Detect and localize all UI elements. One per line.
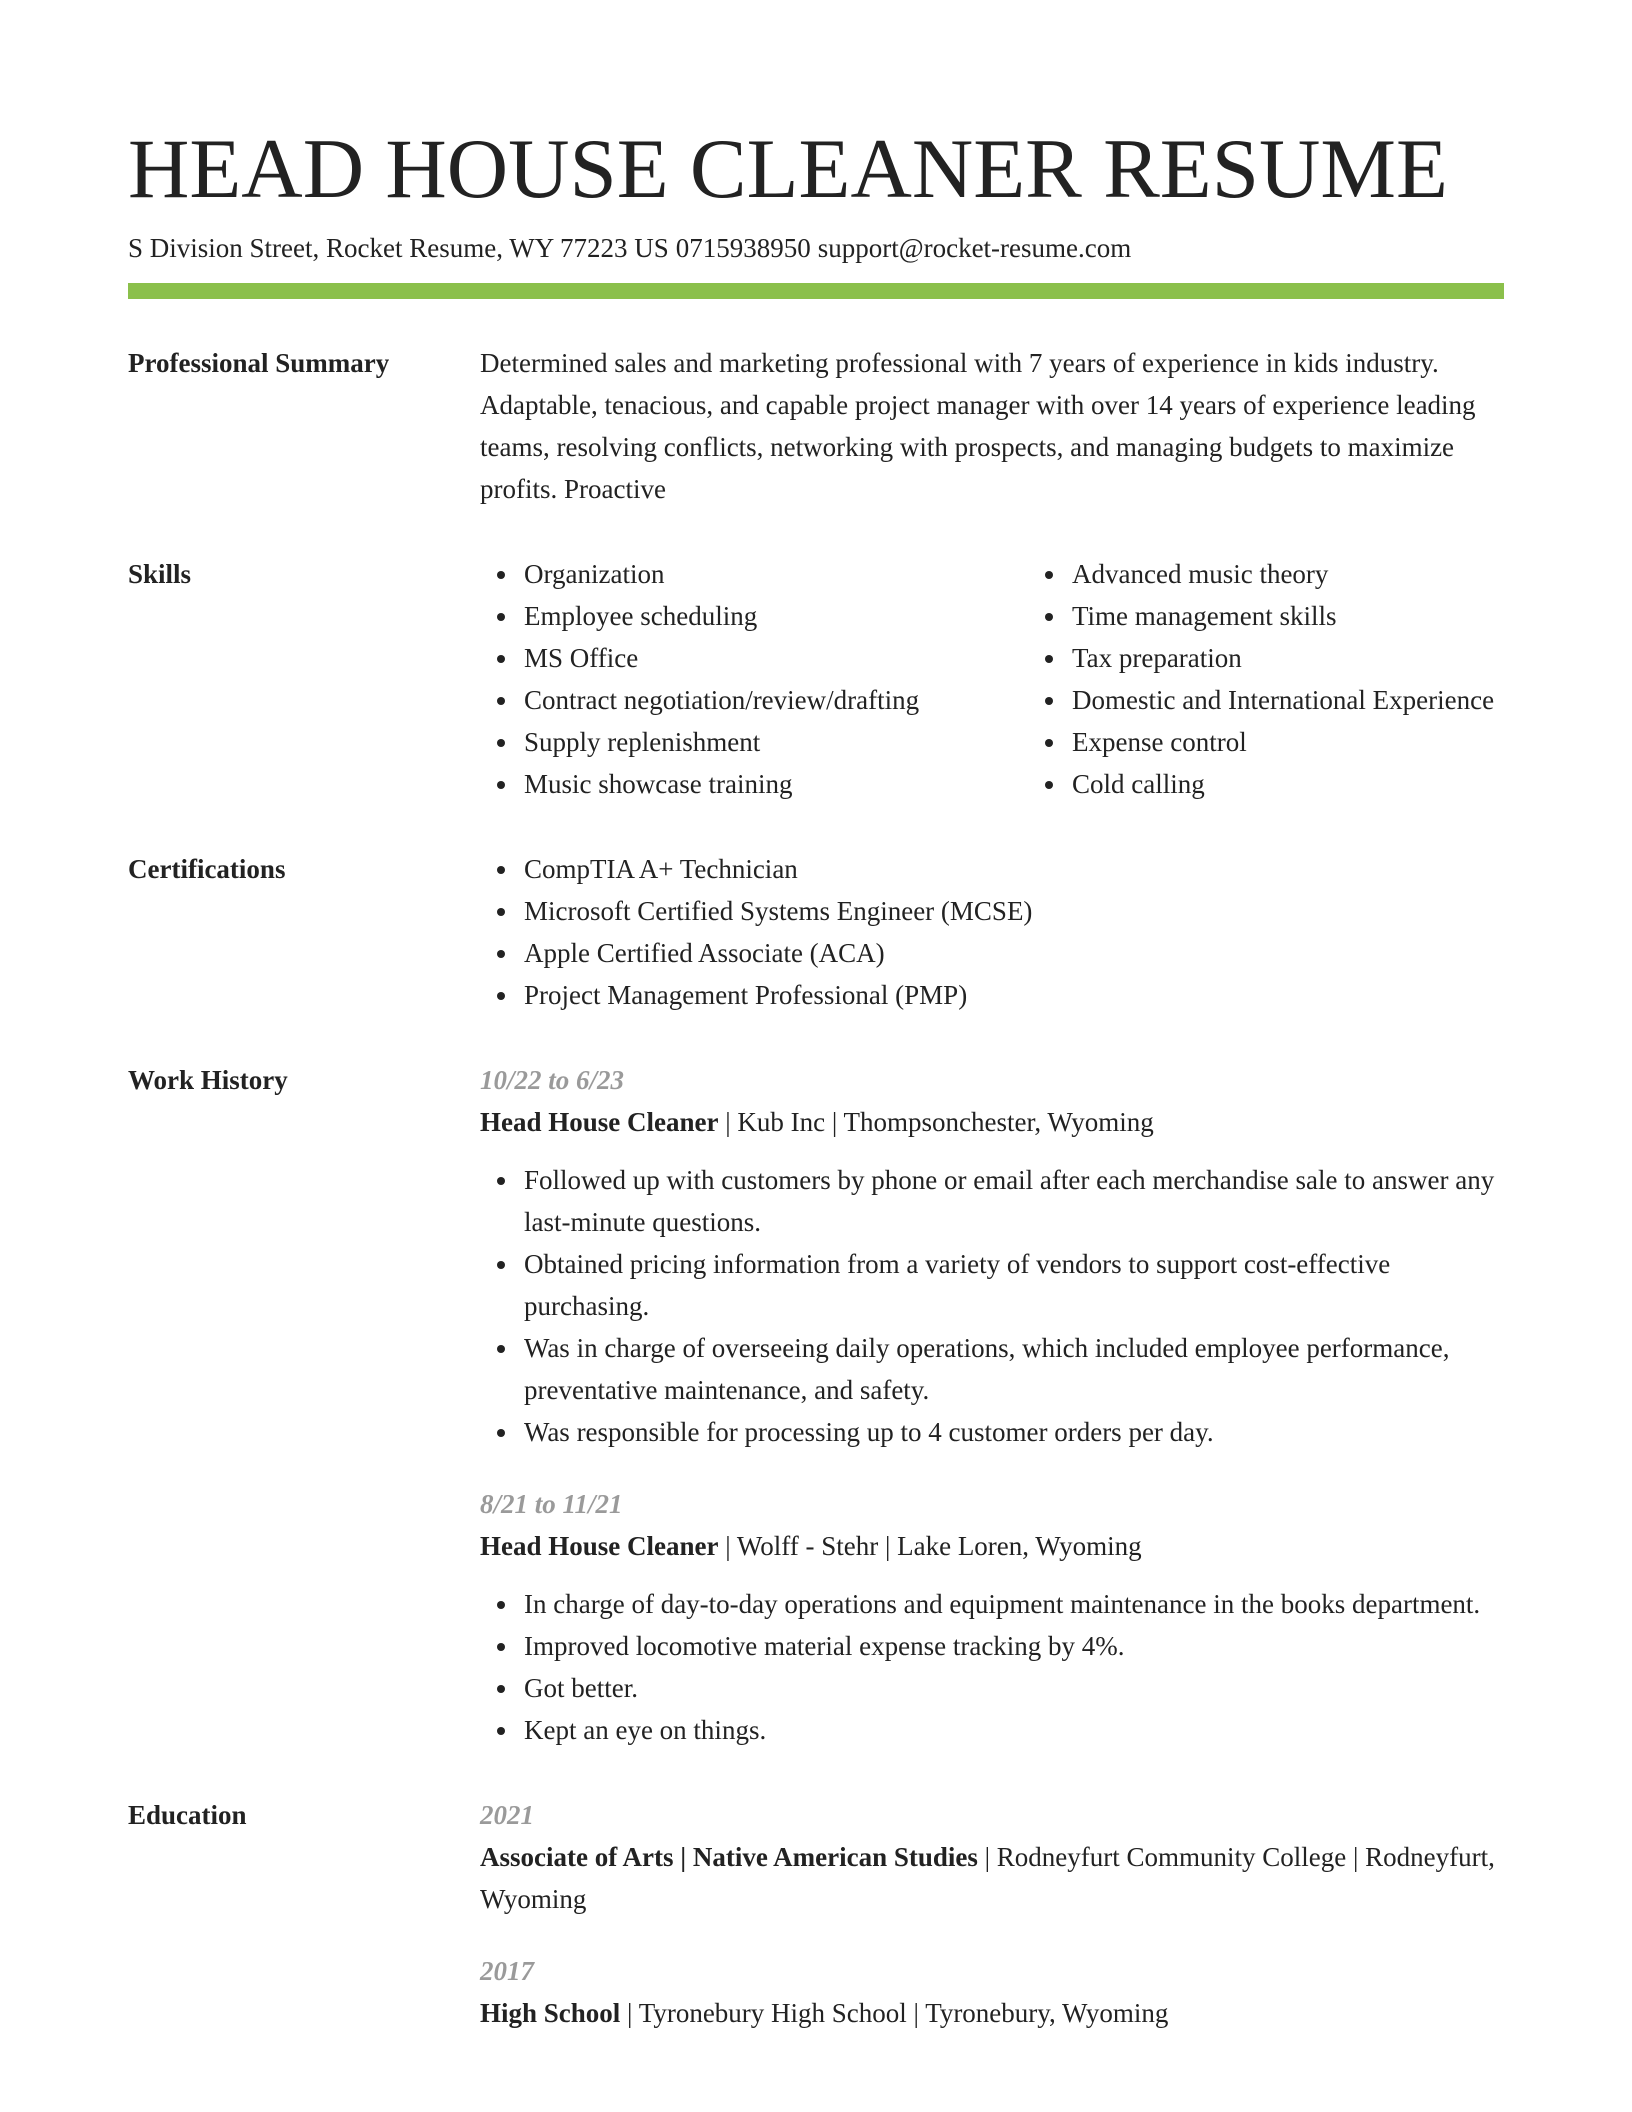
skill-item: Music showcase training [524, 763, 1028, 805]
education-details: | Tyronebury High School | Tyronebury, Wyoming [620, 1998, 1169, 2028]
section-skills [128, 560, 1504, 805]
phone: 0715938950 [675, 233, 811, 263]
skill-item: Cold calling [1072, 763, 1504, 805]
skill-item: Contract negotiation/review/drafting [524, 679, 1028, 721]
skills-grid [480, 553, 1504, 805]
resume-page [128, 0, 1504, 2034]
email: support@rocket-resume.com [817, 233, 1132, 263]
certifications-body [480, 848, 1504, 1016]
skill-item: Tax preparation [1072, 637, 1504, 679]
job-bullets [480, 1159, 1504, 1453]
section-certifications [128, 855, 1504, 1016]
certification-item: Apple Certified Associate (ACA) [524, 932, 1504, 974]
job-role-line [480, 1525, 1504, 1567]
job-dates: 8/21 to 11/21 [480, 1489, 623, 1519]
education-entry [480, 1950, 1504, 2034]
job-bullet: Kept an eye on things. [524, 1709, 1504, 1751]
address: S Division Street, Rocket Resume, WY 77223 US [128, 233, 669, 263]
section-summary [128, 349, 1504, 510]
skill-item: Domestic and International Experience [1072, 679, 1504, 721]
job-entry [480, 1059, 1504, 1453]
job-bullet: Was in charge of overseeing daily operations, which included employee performance, preventative maintenance, and safety. [524, 1327, 1504, 1411]
certification-item: Microsoft Certified Systems Engineer (MCSE) [524, 890, 1504, 932]
education-year: 2017 [480, 1956, 534, 1986]
skills-body [480, 553, 1504, 805]
skills-column-right [1028, 553, 1504, 805]
skill-item: Time management skills [1072, 595, 1504, 637]
job-bullet: Improved locomotive material expense tracking by 4%. [524, 1625, 1504, 1667]
skill-item: Supply replenishment [524, 721, 1028, 763]
skill-item: Employee scheduling [524, 595, 1028, 637]
job-title: Head House Cleaner [480, 1531, 719, 1561]
certification-item: CompTIA A+ Technician [524, 848, 1504, 890]
section-label-summary: Professional Summary [128, 348, 390, 378]
job-bullet: Obtained pricing information from a variety of vendors to support cost-effective purchasing. [524, 1243, 1504, 1327]
section-label-education: Education [128, 1800, 247, 1830]
accent-divider [128, 283, 1504, 299]
job-entry [480, 1483, 1504, 1751]
section-education [128, 1801, 1504, 2034]
section-label-skills: Skills [128, 559, 192, 589]
job-title: Head House Cleaner [480, 1107, 719, 1137]
job-details: | Kub Inc | Thompsonchester, Wyoming [718, 1107, 1154, 1137]
certifications-list [480, 848, 1504, 1016]
education-entry [480, 1794, 1504, 1920]
skill-item: Organization [524, 553, 1028, 595]
job-bullet: Was responsible for processing up to 4 customer orders per day. [524, 1411, 1504, 1453]
skill-item: Advanced music theory [1072, 553, 1504, 595]
skills-column-left [480, 553, 1028, 805]
resume-title: HEAD HOUSE CLEANER RESUME [128, 122, 1448, 216]
contact-line [128, 228, 1504, 268]
job-bullet: Followed up with customers by phone or email after each merchandise sale to answer any last-minute questions. [524, 1159, 1504, 1243]
job-details: | Wolff - Stehr | Lake Loren, Wyoming [718, 1531, 1142, 1561]
section-label-certifications: Certifications [128, 854, 286, 884]
education-degree: High School [480, 1998, 621, 2028]
summary-body [480, 342, 1504, 510]
job-bullet: Got better. [524, 1667, 1504, 1709]
job-dates: 10/22 to 6/23 [480, 1065, 625, 1095]
job-bullet: In charge of day-to-day operations and equipment maintenance in the books department. [524, 1583, 1504, 1625]
section-label-work-history: Work History [128, 1065, 288, 1095]
education-body [480, 1794, 1504, 2034]
section-work-history [128, 1066, 1504, 1751]
education-details: | Rodneyfurt Community College | Rodneyfurt, Wyoming [480, 1842, 1495, 1914]
education-line [480, 1836, 1504, 1920]
education-line [480, 1992, 1504, 2034]
education-year: 2021 [480, 1800, 534, 1830]
work-history-body [480, 1059, 1504, 1751]
education-degree: Associate of Arts | Native American Studies [480, 1842, 978, 1872]
certification-item: Project Management Professional (PMP) [524, 974, 1504, 1016]
skill-item: MS Office [524, 637, 1028, 679]
skill-item: Expense control [1072, 721, 1504, 763]
job-bullets [480, 1583, 1504, 1751]
summary-text: Determined sales and marketing professional with 7 years of experience in kids industry. Adaptable, tenacious, and capable project manager with over 14 years of experience leading teams, resolving conflicts, networking with prospects, and managing budgets to maximize profits. Proactive [480, 348, 1476, 504]
job-role-line [480, 1101, 1504, 1143]
